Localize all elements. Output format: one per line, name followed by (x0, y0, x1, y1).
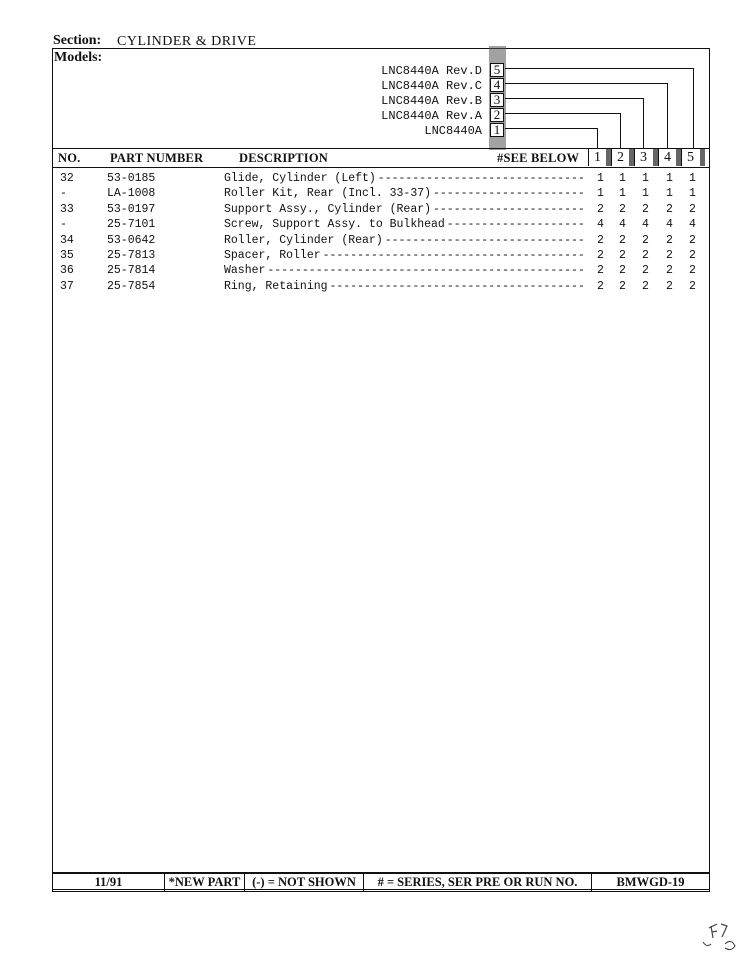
row-part-number: 53-0185 (107, 172, 156, 185)
column-header-1: 1 (588, 149, 606, 166)
row-quantity-model-5: 1 (689, 172, 696, 185)
row-leader-dashes: ----------------------------- (384, 234, 585, 247)
model-number-box-1: 1 (490, 123, 504, 137)
model-name-1: LNC8440A (424, 124, 482, 138)
row-part-number: 25-7814 (107, 264, 156, 277)
connector-line-1 (505, 128, 598, 149)
row-quantity-model-4: 1 (666, 172, 673, 185)
row-description: Spacer, Roller (224, 249, 321, 262)
row-quantity-model-4: 2 (666, 280, 673, 293)
header-see-below: #SEE BELOW (497, 151, 580, 165)
row-quantity-model-3: 1 (642, 172, 649, 185)
row-leader-dashes: ---------------------- (433, 203, 585, 216)
footer-series-note: # = SERIES, SER PRE OR RUN NO. (363, 872, 592, 892)
row-part-number: 25-7813 (107, 249, 156, 262)
row-quantity-model-1: 4 (597, 218, 604, 231)
row-description: Roller, Cylinder (Rear) (224, 234, 383, 247)
section-title: CYLINDER & DRIVE (117, 34, 257, 49)
row-quantity-model-1: 2 (597, 234, 604, 247)
row-number: 32 (60, 172, 74, 185)
row-leader-dashes: ------------------------------ (377, 172, 585, 185)
column-header-5: 5 (681, 149, 699, 166)
row-quantity-model-3: 2 (642, 264, 649, 277)
column-header-2: 2 (611, 149, 629, 166)
row-quantity-model-3: 1 (642, 187, 649, 200)
row-quantity-model-3: 2 (642, 280, 649, 293)
row-number: 37 (60, 280, 74, 293)
row-quantity-model-5: 2 (689, 203, 696, 216)
row-quantity-model-3: 2 (642, 203, 649, 216)
row-quantity-model-2: 1 (619, 187, 626, 200)
row-leader-dashes: -------------------- (446, 218, 585, 231)
model-number-box-5: 5 (490, 63, 504, 77)
row-description: Washer (224, 264, 266, 277)
row-quantity-model-4: 2 (666, 249, 673, 262)
row-quantity-model-5: 4 (689, 218, 696, 231)
model-name-4: LNC8440A Rev.C (381, 79, 482, 93)
row-number: 36 (60, 264, 74, 277)
row-leader-dashes: ---------------------------------------------- (267, 264, 585, 277)
row-quantity-model-2: 1 (619, 172, 626, 185)
row-number: - (60, 218, 67, 231)
row-leader-dashes: ---------------------- (433, 187, 585, 200)
row-part-number: 53-0642 (107, 234, 156, 247)
row-number: 34 (60, 234, 74, 247)
row-quantity-model-2: 4 (619, 218, 626, 231)
row-quantity-model-4: 2 (666, 234, 673, 247)
row-quantity-model-2: 2 (619, 280, 626, 293)
row-quantity-model-5: 1 (689, 187, 696, 200)
footer-new-part: *NEW PART (164, 872, 245, 892)
header-rule-bottom (52, 167, 710, 168)
row-quantity-model-4: 4 (666, 218, 673, 231)
column-header-4: 4 (658, 149, 676, 166)
handwritten-mark (695, 918, 745, 958)
column-header-3: 3 (634, 149, 652, 166)
models-label: Models: (54, 50, 103, 65)
model-number-box-4: 4 (490, 78, 504, 92)
row-quantity-model-3: 2 (642, 249, 649, 262)
row-quantity-model-2: 2 (619, 234, 626, 247)
footer-page-code: BMWGD-19 (591, 872, 710, 892)
row-quantity-model-1: 2 (597, 203, 604, 216)
row-quantity-model-1: 1 (597, 187, 604, 200)
section-label: Section: (53, 33, 102, 48)
row-quantity-model-4: 1 (666, 187, 673, 200)
row-part-number: 25-7101 (107, 218, 156, 231)
row-quantity-model-1: 2 (597, 280, 604, 293)
row-leader-dashes: -------------------------------------- (322, 249, 585, 262)
model-name-5: LNC8440A Rev.D (381, 64, 482, 78)
row-description: Screw, Support Assy. to Bulkhead (224, 218, 445, 231)
row-quantity-model-2: 2 (619, 203, 626, 216)
row-quantity-model-1: 2 (597, 249, 604, 262)
model-number-box-2: 2 (490, 108, 504, 122)
row-leader-dashes: ------------------------------------- (329, 280, 585, 293)
row-quantity-model-2: 2 (619, 249, 626, 262)
row-number: - (60, 187, 67, 200)
row-quantity-model-3: 2 (642, 234, 649, 247)
row-description: Glide, Cylinder (Left) (224, 172, 376, 185)
row-quantity-model-4: 2 (666, 264, 673, 277)
row-quantity-model-5: 2 (689, 280, 696, 293)
header-no: NO. (58, 151, 81, 165)
row-quantity-model-1: 1 (597, 172, 604, 185)
row-number: 35 (60, 249, 74, 262)
row-quantity-model-5: 2 (689, 249, 696, 262)
row-quantity-model-4: 2 (666, 203, 673, 216)
row-description: Roller Kit, Rear (Incl. 33-37) (224, 187, 432, 200)
row-description: Ring, Retaining (224, 280, 328, 293)
footer-not-shown: (-) = NOT SHOWN (244, 872, 364, 892)
header-description: DESCRIPTION (239, 151, 329, 165)
row-part-number: 25-7854 (107, 280, 156, 293)
row-description: Support Assy., Cylinder (Rear) (224, 203, 432, 216)
header-part-number: PART NUMBER (110, 151, 204, 165)
row-quantity-model-5: 2 (689, 264, 696, 277)
row-quantity-model-3: 4 (642, 218, 649, 231)
model-name-3: LNC8440A Rev.B (381, 94, 482, 108)
row-part-number: 53-0197 (107, 203, 156, 216)
model-name-2: LNC8440A Rev.A (381, 109, 482, 123)
model-number-box-3: 3 (490, 93, 504, 107)
row-quantity-model-1: 2 (597, 264, 604, 277)
footer-date: 11/91 (52, 872, 165, 892)
row-quantity-model-2: 2 (619, 264, 626, 277)
row-part-number: LA-1008 (107, 187, 156, 200)
row-number: 33 (60, 203, 74, 216)
column-shade-5 (700, 149, 705, 166)
row-quantity-model-5: 2 (689, 234, 696, 247)
